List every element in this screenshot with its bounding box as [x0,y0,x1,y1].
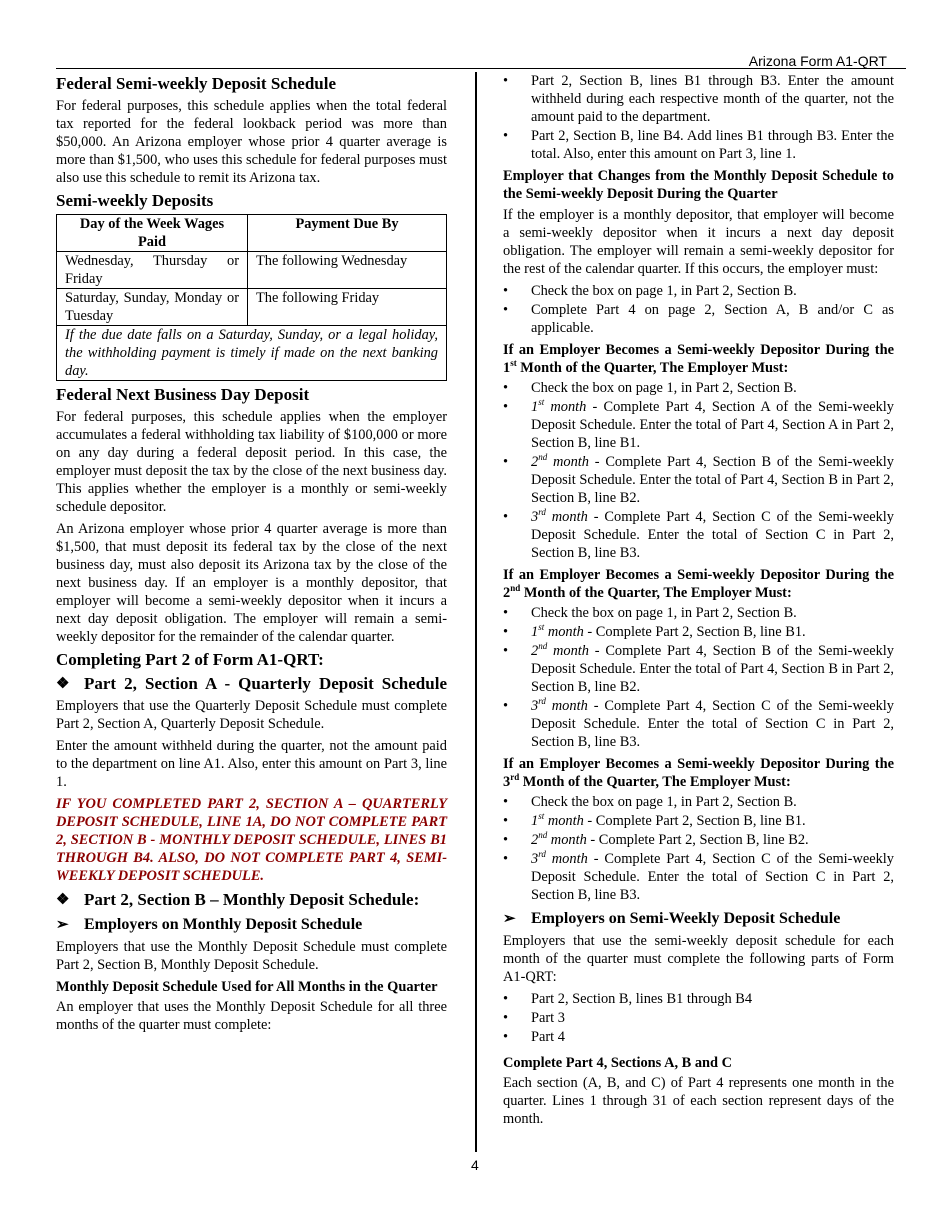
ordinal-suffix: nd [538,641,548,652]
month-number: 2 [531,643,539,659]
ordinal-suffix: st [538,622,545,633]
changes-text: If the employer is a monthly depositor, that employer will become a semi-weekly depositor when it incurs a next day deposit obligation. The employer will remain a semi-weekly depositor for the rest of the calendar quarter. If this occurs, the employer must: [503,207,894,277]
heading-text: If an Employer Becomes a Semi-weekly Depositor During the 1 [503,342,894,376]
list-item [503,793,894,811]
second-month-list [503,604,894,751]
month-word: month [544,624,584,640]
ordinal-suffix: rd [538,696,546,707]
list-item [503,604,894,622]
monthly-all-months-text: An employer that uses the Monthly Deposit Schedule for all three months of the quarter must complete: [56,999,447,1033]
part2-section-a-title: Part 2, Section A - Quarterly Deposit Schedule [84,674,447,693]
header-rule [56,68,906,69]
list-item-text: Part 2, Section B, lines B1 through B4 [531,991,753,1007]
monthly-complete-list [503,72,894,163]
month-label [531,851,588,867]
monthly-employers-title: Employers on Monthly Deposit Schedule [84,916,363,933]
table-cell-day: Saturday, Sunday, Monday or Tuesday [57,289,248,326]
bullet-icon: • [503,399,509,415]
arrow-bullet-icon: ➢ [56,917,69,933]
federal-semi-weekly-text: For federal purposes, this schedule applies when the total federal tax reported for the federal lookback period was more than $50,000. An Arizona employer whose prior 4 quarter average is more than $1,500, who uses this schedule for federal purposes must also use this schedule to remit its Arizona tax. [56,98,447,186]
second-month-heading [503,566,894,602]
changes-heading: Employer that Changes from the Monthly Deposit Schedule to the Semi-weekly Deposit During the Quarter [503,168,894,202]
month-number: 3 [531,851,539,867]
complete-part4-text: Each section (A, B, and C) of Part 4 represents one month in the quarter. Lines 1 through 31 of each section represent days of the month. [503,1075,894,1127]
right-column [503,72,894,1132]
list-item [503,1009,894,1027]
bullet-icon: • [503,698,509,714]
part2-section-a-text-2: Enter the amount withheld during the quarter, not the amount paid to the department on line A1. Also, enter this amount on Part 3, line 1. [56,738,447,790]
list-item-text: Check the box on page 1, in Part 2, Section B. [531,794,797,810]
ordinal-suffix: st [538,811,545,822]
diamond-bullet-icon: ❖ [56,676,70,692]
ordinal-suffix: nd [538,830,548,841]
table-header-day: Day of the Week Wages Paid [57,215,248,252]
list-item-text: - Complete Part 4, Section C of the Semi-weekly Deposit Schedule. Enter the total of Section C in Part 2, Section B, line B3. [531,851,894,903]
semi-weekly-deposits-heading: Semi-weekly Deposits [56,191,214,210]
month-number: 2 [531,454,539,470]
list-item [503,812,894,830]
month-label [531,813,584,829]
monthly-employers-text: Employers that use the Monthly Deposit Schedule must complete Part 2, Section B, Monthly Deposit Schedule. [56,939,447,973]
month-label [531,698,588,714]
bullet-icon: • [503,1029,509,1045]
semi-weekly-employers-heading [503,908,894,930]
list-item [503,453,894,507]
list-item [503,301,894,337]
bullet-icon: • [503,794,509,810]
list-item [503,379,894,397]
month-word: month [545,509,588,525]
ordinal-suffix: nd [538,452,548,463]
list-item [503,398,894,452]
list-item-text: Check the box on page 1, in Part 2, Section B. [531,283,797,299]
heading-text: Month of the Quarter, The Employer Must: [519,774,791,790]
warning-text: IF YOU COMPLETED PART 2, SECTION A – QUARTERLY DEPOSIT SCHEDULE, LINE 1A, DO NOT COMPLETE PART 2, SECTION B - MONTHLY DEPOSIT SCHEDULE, LINES B1 THROUGH B4. ALSO, DO NOT COMPLETE PART 4, SEMI-WEEKLY DEPOSIT SCHEDULE. [56,796,447,884]
semi-weekly-employers-text: Employers that use the semi-weekly deposit schedule for each month of the quarter must complete the following parts of Form A1-QRT: [503,933,894,985]
heading-text: If an Employer Becomes a Semi-weekly Depositor During the 2 [503,567,894,601]
ordinal-suffix: rd [538,849,546,860]
list-item-text: Check the box on page 1, in Part 2, Section B. [531,605,797,621]
list-item [503,282,894,300]
bullet-icon: • [503,624,509,640]
list-item-text: - Complete Part 4, Section C of the Semi-weekly Deposit Schedule. Enter the total of Section C in Part 2, Section B, line B3. [531,698,894,750]
list-item [503,127,894,163]
month-word: month [547,454,589,470]
list-item-text: Complete Part 4 on page 2, Section A, B and/or C as applicable. [531,302,894,336]
part2-section-a-heading [56,673,447,695]
month-word: month [544,813,584,829]
table-row [57,289,447,326]
list-item [503,72,894,126]
part2-section-b-heading [56,889,447,911]
first-month-heading [503,341,894,377]
third-month-list [503,793,894,904]
month-label [531,399,586,415]
month-word: month [545,698,588,714]
list-item-text: - Complete Part 2, Section B, line B1. [583,813,806,829]
column-divider [475,72,477,1152]
table-row [57,252,447,289]
list-item-text: Check the box on page 1, in Part 2, Section B. [531,380,797,396]
list-item [503,1028,894,1046]
list-item-text: - Complete Part 4, Section B of the Semi-weekly Deposit Schedule. Enter the total of Part 4, Section B in Part 2, Section B, line B2. [531,454,894,506]
ordinal-suffix: nd [510,583,521,594]
list-item [503,697,894,751]
table-note: If the due date falls on a Saturday, Sunday, or a legal holiday, the withholding payment is timely if made on the next banking day. [57,326,447,381]
diamond-bullet-icon: ❖ [56,892,70,908]
bullet-icon: • [503,605,509,621]
next-business-day-text-2: An Arizona employer whose prior 4 quarter average is more than $1,500, that must deposit its federal tax by the close of the next business day, must also deposit its Arizona tax by the close of the next business day. If an employer is a monthly depositor, that employer will become a semi-weekly depositor when it incurs a next day deposit obligation. The employer will remain a semi-weekly depositor for the remainder of the calendar quarter. [56,521,447,645]
semi-weekly-parts-list [503,990,894,1046]
part2-section-b-title: Part 2, Section B – Monthly Deposit Schedule: [84,890,420,909]
complete-part4-heading: Complete Part 4, Sections A, B and C [503,1055,733,1071]
month-label [531,832,587,848]
bullet-icon: • [503,302,509,318]
form-title: Arizona Form A1-QRT [748,53,887,69]
month-word: month [545,851,588,867]
table-cell-due: The following Friday [248,289,447,326]
list-item [503,850,894,904]
month-word: month [547,643,589,659]
monthly-all-months-heading: Monthly Deposit Schedule Used for All Months in the Quarter [56,979,438,995]
list-item-text: - Complete Part 4, Section A of the Semi-weekly Deposit Schedule. Enter the total of Part 4, Section A in Part 2, Section B, line B1. [531,399,894,451]
list-item-text: - Complete Part 4, Section B of the Semi-weekly Deposit Schedule. Enter the total of Part 4, Section B in Part 2, Section B, line B2. [531,643,894,695]
list-item [503,623,894,641]
table-cell-due: The following Wednesday [248,252,447,289]
third-month-heading [503,755,894,791]
month-number: 1 [531,813,539,829]
month-label [531,509,588,525]
month-word: month [544,399,587,415]
list-item [503,831,894,849]
month-label [531,643,589,659]
semi-weekly-deposits-table [56,214,447,381]
bullet-icon: • [503,832,509,848]
bullet-icon: • [503,73,509,89]
month-word: month [547,832,587,848]
list-item [503,508,894,562]
month-number: 2 [531,832,539,848]
bullet-icon: • [503,509,509,525]
list-item-text: Part 2, Section B, lines B1 through B3. Enter the amount withheld during each respective month of the quarter, not the amount paid to the department. [531,73,894,125]
list-item-text: Part 2, Section B, line B4. Add lines B1 through B3. Enter the total. Also, enter this amount on Part 3, line 1. [531,128,894,162]
federal-semi-weekly-heading: Federal Semi-weekly Deposit Schedule [56,74,336,93]
monthly-employers-heading [56,914,447,936]
heading-text: Month of the Quarter, The Employer Must: [516,360,789,376]
bullet-icon: • [503,380,509,396]
changes-list [503,282,894,337]
month-number: 3 [531,509,539,525]
bullet-icon: • [503,128,509,144]
table-header-row [57,215,447,252]
part2-section-a-text-1: Employers that use the Quarterly Deposit Schedule must complete Part 2, Section A, Quarterly Deposit Schedule. [56,698,447,732]
month-number: 1 [531,624,539,640]
list-item-text: Part 3 [531,1010,565,1026]
bullet-icon: • [503,813,509,829]
bullet-icon: • [503,454,509,470]
ordinal-suffix: st [510,358,517,369]
list-item-text: - Complete Part 4, Section C of the Semi-weekly Deposit Schedule. Enter the total of Section C in Part 2, Section B, line B3. [531,509,894,561]
semi-weekly-employers-title: Employers on Semi-Weekly Deposit Schedule [531,910,841,927]
ordinal-suffix: st [538,397,545,408]
bullet-icon: • [503,1010,509,1026]
list-item [503,642,894,696]
heading-text: Month of the Quarter, The Employer Must: [520,585,792,601]
month-number: 3 [531,698,539,714]
ordinal-suffix: rd [510,772,520,783]
month-number: 1 [531,399,539,415]
table-header-due: Payment Due By [248,215,447,252]
bullet-icon: • [503,851,509,867]
table-cell-day: Wednesday, Thursday or Friday [57,252,248,289]
next-business-day-heading: Federal Next Business Day Deposit [56,385,310,404]
list-item-text: - Complete Part 2, Section B, line B2. [586,832,809,848]
bullet-icon: • [503,283,509,299]
list-item-text: Part 4 [531,1029,565,1045]
left-column [56,72,447,1038]
completing-part2-heading: Completing Part 2 of Form A1-QRT: [56,650,324,669]
list-item-text: - Complete Part 2, Section B, line B1. [583,624,806,640]
month-label [531,454,589,470]
month-label [531,624,584,640]
heading-text: If an Employer Becomes a Semi-weekly Depositor During the 3 [503,756,894,790]
bullet-icon: • [503,643,509,659]
arrow-bullet-icon: ➢ [503,911,516,927]
bullet-icon: • [503,991,509,1007]
table-note-row [57,326,447,381]
ordinal-suffix: rd [538,507,546,518]
list-item [503,990,894,1008]
page-number: 4 [471,1157,479,1173]
first-month-list [503,379,894,562]
next-business-day-text-1: For federal purposes, this schedule applies when the employer accumulates a federal withholding tax liability of $100,000 or more on any day during a federal deposit period. In this case, the employer must deposit the tax by the close of the next business day. This applies whether the employer is a monthly or semi-weekly schedule depositor. [56,409,447,515]
